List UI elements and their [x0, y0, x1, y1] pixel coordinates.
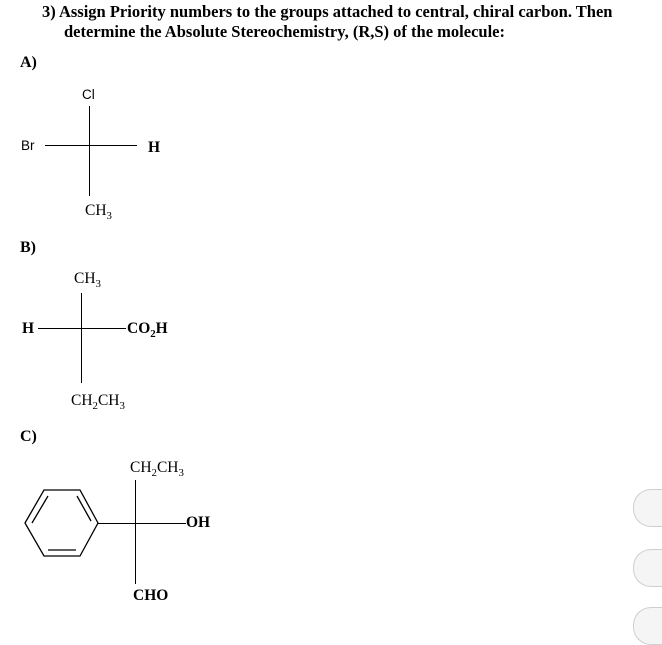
substituent-top-b: $CH_3$	[74, 270, 101, 290]
substituent-right-b: $CO_2H$	[127, 320, 168, 340]
question-text	[42, 2, 652, 42]
substituent-bottom-a: $CH_3$	[85, 202, 112, 222]
substituent-right-a: H	[148, 139, 161, 156]
bond-vertical-c	[135, 480, 136, 584]
bond-horizontal-c	[98, 523, 186, 524]
question-line-1: 3) Assign Priority numbers to the groups attached to central, chiral carbon. Then	[42, 2, 613, 21]
bond-vertical-b	[81, 293, 82, 383]
edge-scroll-button[interactable]	[633, 489, 662, 527]
substituent-top-a: Cl	[82, 87, 95, 102]
part-a-label: A)	[20, 54, 37, 71]
bond-horizontal-b	[38, 328, 126, 329]
edge-scroll-button[interactable]	[633, 607, 662, 645]
substituent-bottom-b: $CH_2CH_3$	[71, 392, 125, 412]
part-b-label: B)	[20, 239, 36, 256]
bond-horizontal-a	[45, 145, 137, 146]
question-line-2: determine the Absolute Stereochemistry, (R,S) of the molecule:	[64, 22, 505, 41]
substituent-top-c: $CH_2CH_3$	[130, 459, 184, 479]
substituent-left-a: Br	[21, 138, 35, 153]
bond-vertical-a	[89, 106, 90, 196]
edge-scroll-button[interactable]	[633, 549, 662, 587]
substituent-right-c: OH	[186, 514, 211, 531]
part-c-label: C)	[20, 428, 37, 445]
substituent-bottom-c: CHO	[133, 587, 169, 604]
substituent-left-b: H	[22, 320, 35, 337]
